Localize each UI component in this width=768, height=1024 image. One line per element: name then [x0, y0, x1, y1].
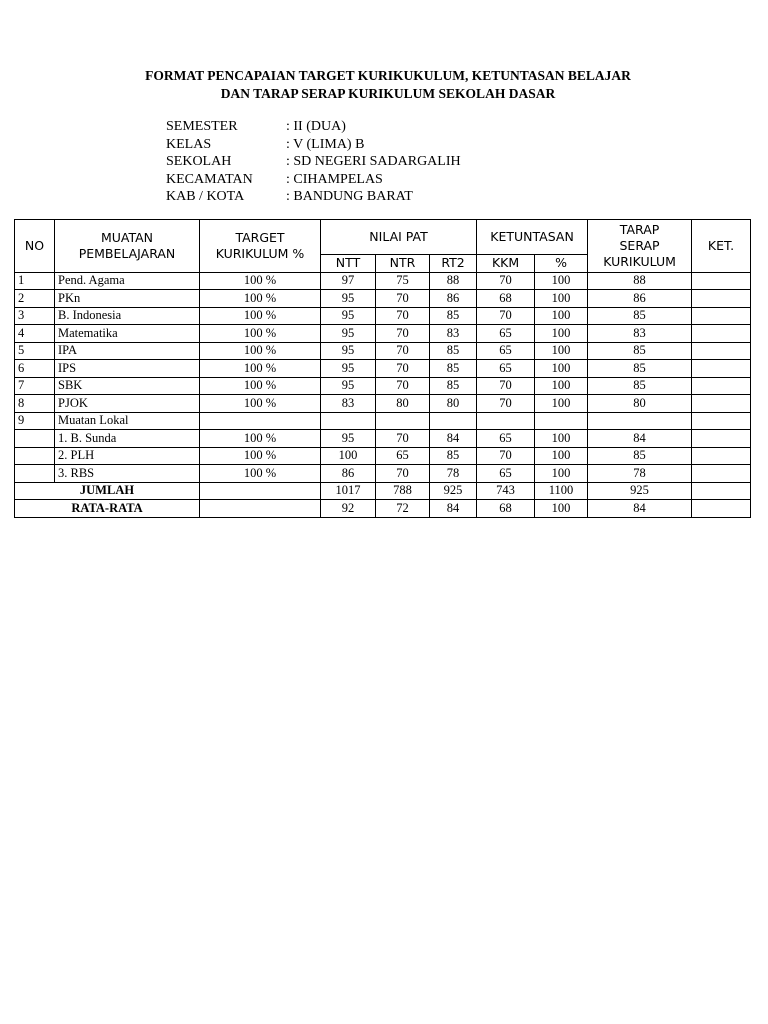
cell-tarap: 88 — [588, 272, 692, 290]
total-ntt: 92 — [321, 500, 376, 518]
table-row — [15, 395, 751, 413]
total-kkm: 68 — [477, 500, 535, 518]
table-row — [15, 307, 751, 325]
cell-tarap: 85 — [588, 447, 692, 465]
cell-ntr: 75 — [376, 272, 430, 290]
cell-target — [200, 412, 321, 430]
total-ket — [692, 482, 751, 500]
cell-ntr: 70 — [376, 290, 430, 308]
cell-no: 3 — [15, 307, 55, 325]
total-pct: 100 — [535, 500, 588, 518]
cell-target: 100 % — [200, 430, 321, 448]
table-row — [15, 447, 751, 465]
info-label: KELAS — [166, 136, 212, 152]
total-ntr: 788 — [376, 482, 430, 500]
header-ntt: NTT — [321, 255, 376, 273]
cell-tarap: 78 — [588, 465, 692, 483]
cell-rt2: 85 — [430, 447, 477, 465]
cell-no — [15, 465, 55, 483]
cell-target: 100 % — [200, 342, 321, 360]
cell-pct: 100 — [535, 430, 588, 448]
cell-ntt: 83 — [321, 395, 376, 413]
cell-target: 100 % — [200, 395, 321, 413]
total-pct: 1100 — [535, 482, 588, 500]
cell-no: 4 — [15, 325, 55, 343]
info-label: SEMESTER — [166, 119, 238, 134]
cell-kkm: 65 — [477, 342, 535, 360]
header-tarap-serap — [588, 220, 692, 273]
cell-muatan: IPA — [55, 342, 200, 360]
cell-tarap — [588, 412, 692, 430]
cell-ket — [692, 377, 751, 395]
info-row — [166, 136, 461, 154]
cell-ntt: 95 — [321, 377, 376, 395]
cell-ntt — [321, 412, 376, 430]
cell-ket — [692, 465, 751, 483]
info-label: KAB / KOTA — [166, 189, 245, 204]
cell-ntr: 70 — [376, 307, 430, 325]
cell-ket — [692, 290, 751, 308]
cell-muatan: Pend. Agama — [55, 272, 200, 290]
header-no: NO — [15, 220, 55, 273]
cell-kkm: 70 — [477, 395, 535, 413]
cell-target: 100 % — [200, 465, 321, 483]
cell-ntt: 100 — [321, 447, 376, 465]
cell-no — [15, 430, 55, 448]
cell-rt2: 88 — [430, 272, 477, 290]
total-tarap: 84 — [588, 500, 692, 518]
cell-ntt: 95 — [321, 307, 376, 325]
total-ntr: 72 — [376, 500, 430, 518]
table-row — [15, 412, 751, 430]
header-target-line1: TARGET — [235, 229, 285, 245]
cell-rt2: 83 — [430, 325, 477, 343]
cell-rt2: 85 — [430, 307, 477, 325]
cell-tarap: 85 — [588, 377, 692, 395]
cell-rt2: 85 — [430, 377, 477, 395]
header-ket: KET. — [692, 220, 751, 273]
total-tarap: 925 — [588, 482, 692, 500]
cell-rt2 — [430, 412, 477, 430]
cell-muatan: 1. B. Sunda — [55, 430, 200, 448]
info-row — [166, 118, 461, 136]
info-row — [166, 188, 461, 206]
header-percent: % — [535, 255, 588, 273]
cell-muatan: Matematika — [55, 325, 200, 343]
cell-kkm: 65 — [477, 465, 535, 483]
cell-tarap: 84 — [588, 430, 692, 448]
cell-ntt: 95 — [321, 325, 376, 343]
cell-target: 100 % — [200, 290, 321, 308]
cell-ntt: 95 — [321, 430, 376, 448]
total-row — [15, 482, 751, 500]
cell-target: 100 % — [200, 307, 321, 325]
cell-no: 7 — [15, 377, 55, 395]
table-row — [15, 325, 751, 343]
cell-ket — [692, 272, 751, 290]
cell-pct: 100 — [535, 465, 588, 483]
total-ntt: 1017 — [321, 482, 376, 500]
cell-pct — [535, 412, 588, 430]
total-kkm: 743 — [477, 482, 535, 500]
cell-target: 100 % — [200, 272, 321, 290]
cell-pct: 100 — [535, 377, 588, 395]
cell-rt2: 84 — [430, 430, 477, 448]
cell-muatan: IPS — [55, 360, 200, 378]
header-tarap-line1: TARAP — [619, 221, 660, 237]
cell-ntt: 95 — [321, 342, 376, 360]
cell-tarap: 85 — [588, 360, 692, 378]
table-row — [15, 290, 751, 308]
cell-ket — [692, 307, 751, 325]
cell-kkm — [477, 412, 535, 430]
cell-kkm: 70 — [477, 377, 535, 395]
cell-target: 100 % — [200, 325, 321, 343]
cell-ntt: 97 — [321, 272, 376, 290]
cell-tarap: 86 — [588, 290, 692, 308]
cell-muatan: Muatan Lokal — [55, 412, 200, 430]
cell-ntr — [376, 412, 430, 430]
cell-ket — [692, 342, 751, 360]
cell-tarap: 80 — [588, 395, 692, 413]
cell-ntr: 70 — [376, 342, 430, 360]
cell-ket — [692, 395, 751, 413]
cell-no: 1 — [15, 272, 55, 290]
cell-no: 9 — [15, 412, 55, 430]
info-value: : CIHAMPELAS — [286, 171, 383, 187]
cell-tarap: 85 — [588, 342, 692, 360]
cell-muatan: SBK — [55, 377, 200, 395]
cell-pct: 100 — [535, 342, 588, 360]
cell-no: 6 — [15, 360, 55, 378]
cell-tarap: 83 — [588, 325, 692, 343]
table-body — [15, 272, 751, 517]
cell-tarap: 85 — [588, 307, 692, 325]
total-target — [200, 500, 321, 518]
total-rt2: 84 — [430, 500, 477, 518]
table-row — [15, 430, 751, 448]
cell-ntr: 70 — [376, 465, 430, 483]
cell-kkm: 70 — [477, 447, 535, 465]
cell-rt2: 85 — [430, 360, 477, 378]
cell-rt2: 80 — [430, 395, 477, 413]
info-value: : V (LIMA) B — [286, 136, 365, 152]
cell-ket — [692, 430, 751, 448]
cell-ntt: 86 — [321, 465, 376, 483]
header-kkm: KKM — [477, 255, 535, 273]
info-value: : II (DUA) — [286, 119, 346, 134]
cell-kkm: 65 — [477, 325, 535, 343]
header-ntr: NTR — [376, 255, 430, 273]
info-row — [166, 153, 461, 171]
school-info-block — [166, 118, 461, 206]
info-label: SEKOLAH — [166, 154, 232, 169]
table-row — [15, 465, 751, 483]
cell-pct: 100 — [535, 272, 588, 290]
header-target — [200, 220, 321, 273]
cell-ket — [692, 325, 751, 343]
cell-no: 8 — [15, 395, 55, 413]
table-row — [15, 272, 751, 290]
cell-kkm: 70 — [477, 272, 535, 290]
cell-muatan: 2. PLH — [55, 447, 200, 465]
total-rt2: 925 — [430, 482, 477, 500]
achievement-table — [14, 219, 751, 518]
cell-no: 2 — [15, 290, 55, 308]
cell-kkm: 68 — [477, 290, 535, 308]
header-nilai-pat: NILAI PAT — [321, 220, 477, 255]
cell-muatan: 3. RBS — [55, 465, 200, 483]
cell-ntr: 70 — [376, 430, 430, 448]
header-ketuntasan: KETUNTASAN — [477, 220, 588, 255]
info-value: : SD NEGERI SADARGALIH — [286, 154, 461, 169]
cell-pct: 100 — [535, 447, 588, 465]
cell-ket — [692, 447, 751, 465]
cell-ntr: 70 — [376, 360, 430, 378]
table-row — [15, 342, 751, 360]
info-value: : BANDUNG BARAT — [286, 189, 413, 204]
total-ket — [692, 500, 751, 518]
cell-no: 5 — [15, 342, 55, 360]
cell-muatan: PJOK — [55, 395, 200, 413]
cell-kkm: 65 — [477, 360, 535, 378]
info-label: KECAMATAN — [166, 171, 253, 187]
cell-ntr: 80 — [376, 395, 430, 413]
cell-rt2: 85 — [430, 342, 477, 360]
header-tarap-line2: SERAP — [619, 237, 660, 253]
info-row — [166, 171, 461, 189]
cell-ntt: 95 — [321, 360, 376, 378]
document-title-line2: DAN TARAP SERAP KURIKULUM SEKOLAH DASAR — [220, 86, 556, 101]
cell-kkm: 65 — [477, 430, 535, 448]
total-label: RATA-RATA — [15, 500, 200, 518]
cell-ket — [692, 412, 751, 430]
cell-ntt: 95 — [321, 290, 376, 308]
cell-target: 100 % — [200, 360, 321, 378]
cell-ntr: 70 — [376, 377, 430, 395]
cell-pct: 100 — [535, 360, 588, 378]
table-row — [15, 377, 751, 395]
cell-target: 100 % — [200, 377, 321, 395]
cell-pct: 100 — [535, 395, 588, 413]
header-muatan — [55, 220, 200, 273]
cell-rt2: 86 — [430, 290, 477, 308]
header-tarap-line3: KURIKULUM — [603, 253, 676, 269]
cell-no — [15, 447, 55, 465]
cell-ket — [692, 360, 751, 378]
cell-ntr: 70 — [376, 325, 430, 343]
header-muatan-line2: PEMBELAJARAN — [78, 245, 176, 261]
cell-target: 100 % — [200, 447, 321, 465]
cell-pct: 100 — [535, 325, 588, 343]
cell-muatan: PKn — [55, 290, 200, 308]
cell-pct: 100 — [535, 290, 588, 308]
cell-muatan: B. Indonesia — [55, 307, 200, 325]
cell-ntr: 65 — [376, 447, 430, 465]
total-row — [15, 500, 751, 518]
cell-pct: 100 — [535, 307, 588, 325]
header-rt2: RT2 — [430, 255, 477, 273]
document-title-line1: FORMAT PENCAPAIAN TARGET KURIKUKULUM, KETUNTASAN BELAJAR — [145, 68, 631, 83]
total-label: JUMLAH — [15, 482, 200, 500]
table-row — [15, 360, 751, 378]
cell-rt2: 78 — [430, 465, 477, 483]
total-target — [200, 482, 321, 500]
header-muatan-line1: MUATAN — [100, 229, 154, 245]
header-target-line2: KURIKULUM % — [215, 245, 305, 261]
cell-kkm: 70 — [477, 307, 535, 325]
